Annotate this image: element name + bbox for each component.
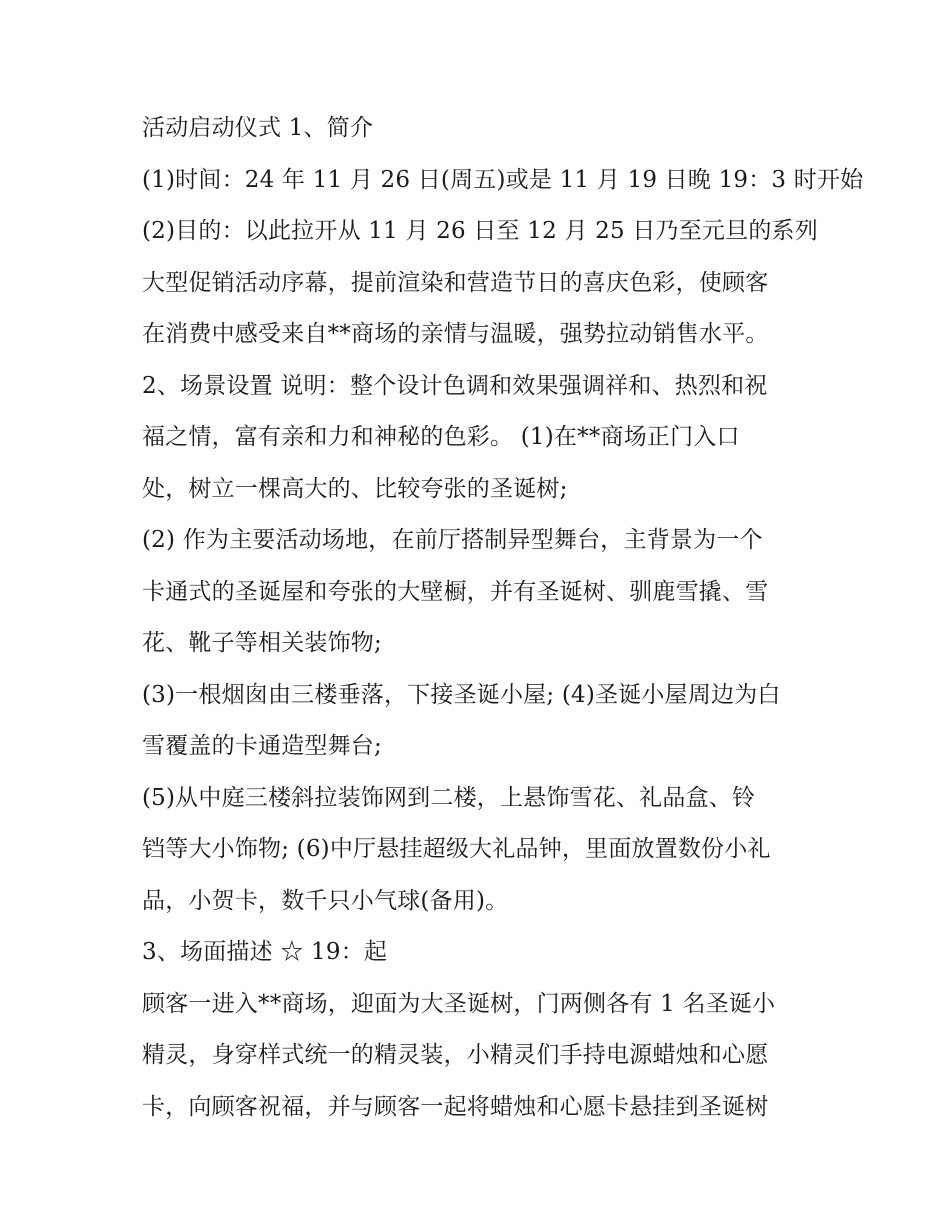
document-body [142, 103, 864, 1133]
text-line: 精灵，身穿样式统一的精灵装，小精灵们手持电源蜡烛和心愿 [142, 1042, 769, 1068]
text-line: (2)目的：以此拉开从 11 月 26 日至 12 月 25 日乃至元旦的系列 [142, 218, 818, 244]
text-line: 铛等大小饰物; (6)中厅悬挂超级大礼品钟，里面放置数份小礼 [142, 836, 771, 862]
text-line: 卡，向顾客祝福，并与顾客一起将蜡烛和心愿卡悬挂到圣诞树 [142, 1093, 769, 1120]
text-line: (3)一根烟囱由三楼垂落，下接圣诞小屋; (4)圣诞小屋周边为白 [142, 681, 781, 708]
text-line: 3、场面描述 ☆ 19：起 [142, 939, 388, 965]
text-line: 2、场景设置 说明：整个设计色调和效果强调祥和、热烈和祝 [142, 372, 768, 399]
text-line: 在消费中感受来自**商场的亲情与温暖，强势拉动销售水平。 [142, 321, 769, 347]
text-line: 处，树立一棵高大的、比较夸张的圣诞树; [142, 475, 568, 502]
text-line: (2) 作为主要活动场地，在前厅搭制异型舞台，主背景为一个 [142, 527, 763, 553]
text-line: 花、靴子等相关装饰物; [142, 630, 382, 656]
text-line: (1)时间：24 年 11 月 26 日(周五)或是 11 月 19 日晚 19：3 时开始 [142, 166, 864, 193]
text-line: 雪覆盖的卡通造型舞台; [142, 733, 382, 759]
text-line: 卡通式的圣诞屋和夸张的大壁橱，并有圣诞树、驯鹿雪撬、雪 [142, 578, 769, 605]
text-line: (5)从中庭三楼斜拉装饰网到二楼，上悬饰雪花、礼品盒、铃 [142, 784, 756, 811]
text-line: 顾客一进入**商场，迎面为大圣诞树，门两侧各有 1 名圣诞小 [142, 990, 776, 1017]
text-line: 福之情，富有亲和力和神秘的色彩。 (1)在**商场正门入口 [142, 424, 740, 450]
text-line: 大型促销活动序幕，提前渲染和营造节日的喜庆色彩，使顾客 [142, 269, 769, 296]
text-line: 品，小贺卡，数千只小气球(备用)。 [142, 887, 509, 914]
text-line: 活动启动仪式 1、简介 [142, 115, 374, 141]
